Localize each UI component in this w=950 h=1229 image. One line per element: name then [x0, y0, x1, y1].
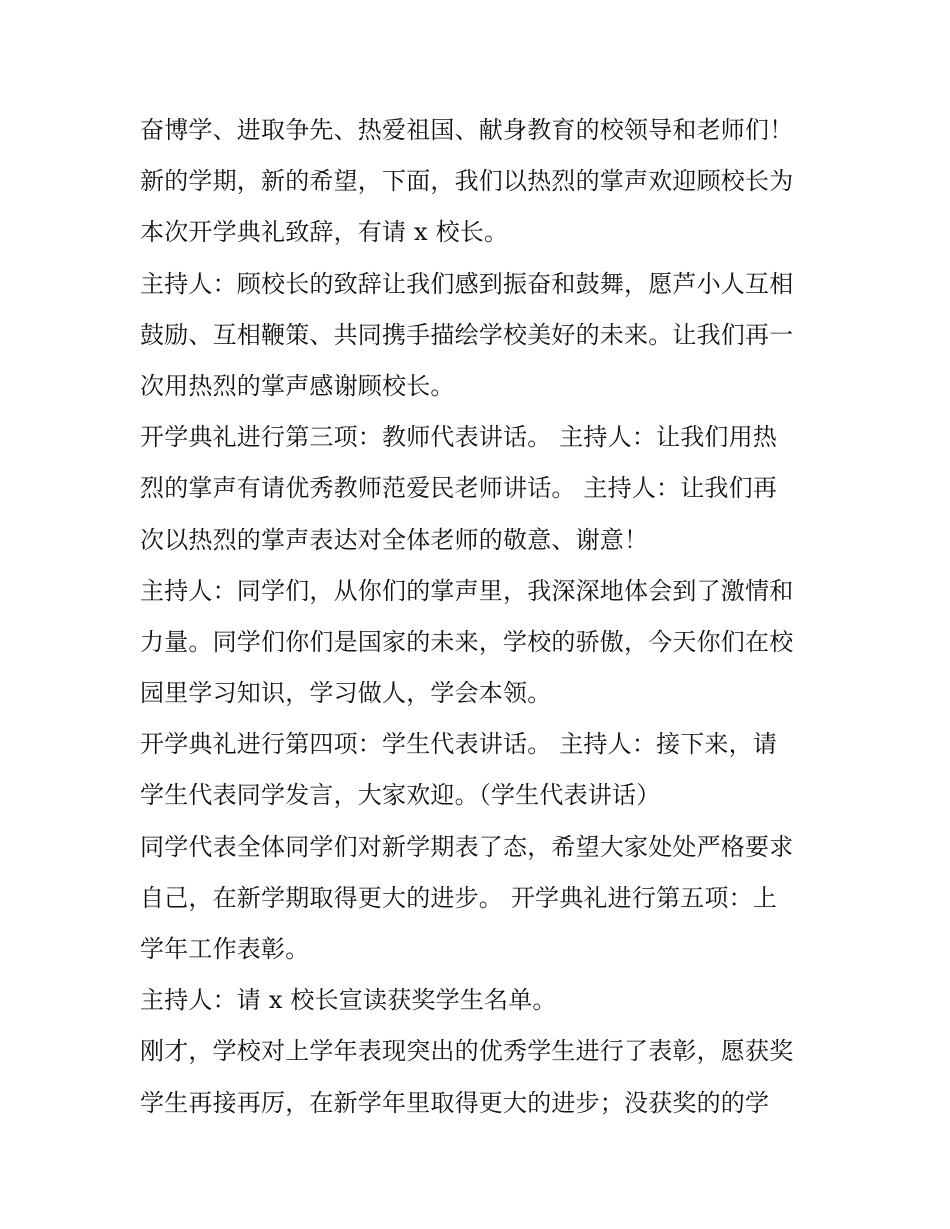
text-line: 主持人：请 x 校长宣读获奖学生名单。 — [140, 986, 557, 1015]
text-line: 学生代表同学发言，大家欢迎。（学生代表讲话） — [140, 781, 661, 810]
document-body — [140, 105, 820, 1129]
text-line: 次以热烈的掌声表达对全体老师的敬意、谢意！ — [140, 525, 649, 554]
text-line: 学生再接再厉，在新学年里取得更大的进步；没获奖的的学 — [140, 1088, 770, 1117]
text-line: 力量。同学们你们是国家的未来，学校的骄傲，今天你们在校 — [140, 627, 794, 656]
text-line: 烈的掌声有请优秀教师范爱民老师讲话。 主持人：让我们再 — [140, 474, 778, 503]
text-line: 自己，在新学期取得更大的进步。 开学典礼进行第五项：上 — [140, 883, 778, 912]
text-line: 主持人：同学们，从你们的掌声里，我深深地体会到了激情和 — [140, 576, 794, 605]
text-line: 同学代表全体同学们对新学期表了态，希望大家处处严格要求 — [140, 832, 794, 861]
text-line: 新的学期，新的希望，下面，我们以热烈的掌声欢迎顾校长为 — [140, 167, 794, 196]
text-line: 开学典礼进行第三项：教师代表讲话。 主持人：让我们用热 — [140, 423, 778, 452]
text-line: 刚才，学校对上学年表现突出的优秀学生进行了表彰，愿获奖 — [140, 1037, 794, 1066]
text-line: 次用热烈的掌声感谢顾校长。 — [140, 371, 455, 400]
text-line: 本次开学典礼致辞，有请 x 校长。 — [140, 218, 509, 247]
text-line: 园里学习知识，学习做人，学会本领。 — [140, 679, 552, 708]
text-line: 奋博学、进取争先、热爱祖国、献身教育的校领导和老师们！ — [140, 116, 794, 144]
text-line: 主持人：顾校长的致辞让我们感到振奋和鼓舞，愿芦小人互相 — [140, 269, 794, 298]
text-line: 鼓励、互相鞭策、共同携手描绘学校美好的未来。让我们再一 — [140, 320, 794, 349]
text-line: 开学典礼进行第四项：学生代表讲话。 主持人：接下来，请 — [140, 730, 778, 759]
text-line: 学年工作表彰。 — [140, 935, 310, 963]
